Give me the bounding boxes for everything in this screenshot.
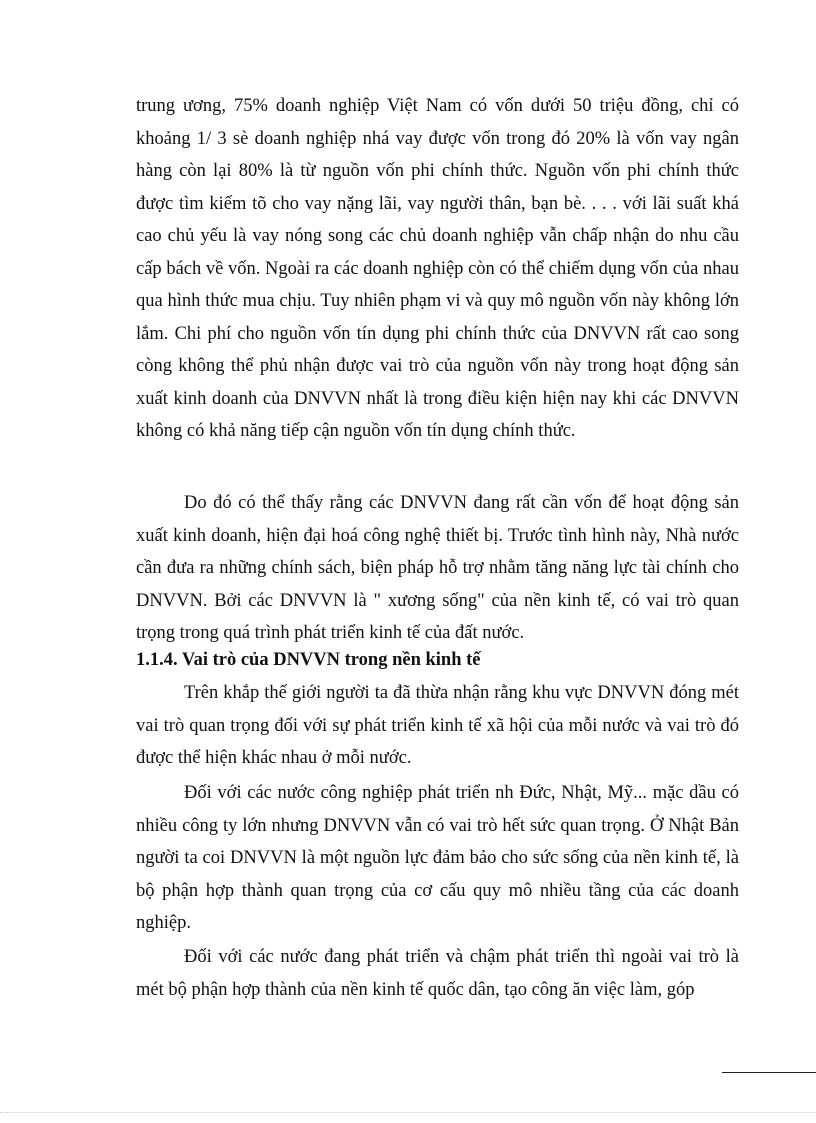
paragraph-capital-need: Do đó có thể thấy rằng các DNVVN đang rất cần vốn để hoạt động sản xuất kinh doanh, hiện đại hoá công nghệ thiết bị. Trước tình hình này, Nhà nước cần đưa ra những chính sách, biện pháp hỗ trợ nhằm tăng năng lực tài chính cho DNVVN. Bởi các DNVVN là " xương sống" của nền kinh tế, có vai trò quan trọng trong quá trình phát triển kinh tế của đất nước. — [136, 493, 739, 643]
section-heading: 1.1.4. Vai trò của DNVVN trong nền kinh tế — [136, 650, 481, 670]
paragraph-developed-countries: Đối với các nước công nghiệp phát triển nh Đức, Nhật, Mỹ... mặc dầu có nhiều công ty lớn nhưng DNVVN vẫn có vai trò hết sức quan trọng. Ở Nhật Bản người ta coi DNVVN là một nguồn lực đảm bảo cho sức sống của nền kinh tế, là bộ phận hợp thành quan trọng của cơ cấu quy mô nhiều tầng của các doanh nghiệp. — [136, 783, 739, 933]
page-bottom-divider — [0, 1112, 816, 1113]
paragraph-capital-sources: trung ương, 75% doanh nghiệp Việt Nam có vốn dưới 50 triệu đồng, chỉ có khoảng 1/ 3 sè doanh nghiệp nhá vay được vốn trong đó 20% là vốn vay ngân hàng còn lại 80% là từ nguồn vốn phi chính thức. Nguồn vốn phi chính thức được tìm kiếm tõ cho vay nặng lãi, vay người thân, bạn bè. . . . với lãi suất khá cao chủ yếu là vay nóng song các chủ doanh nghiệp vẫn chấp nhận do nhu cầu cấp bách về vốn. Ngoài ra các doanh nghiệp còn có thể chiếm dụng vốn của nhau qua hình thức mua chịu. Tuy nhiên phạm vi và quy mô nguồn vốn này không lớn lắm. Chi phí cho nguồn vốn tín dụng phi chính thức của DNVVN rất cao song còng không thể phủ nhận được vai trò của nguồn vốn này trong hoạt động sản xuất kinh doanh của DNVVN nhất là trong điều kiện hiện nay khi các DNVVN không có khả năng tiếp cận nguồn vốn tín dụng chính thức. — [136, 96, 739, 441]
footnote-separator — [722, 1072, 816, 1073]
paragraph-global-role: Trên khắp thế giới người ta đã thừa nhận rằng khu vực DNVVN đóng mét vai trò quan trọng đối với sự phát triển kinh tế xã hội của mỗi nước và vai trò đó được thể hiện khác nhau ở mỗi nước. — [136, 683, 739, 768]
paragraph-developing-countries: Đối với các nước đang phát triển và chậm phát triển thì ngoài vai trò là mét bộ phận hợp thành của nền kinh tế quốc dân, tạo công ăn việc làm, góp — [136, 947, 739, 1000]
